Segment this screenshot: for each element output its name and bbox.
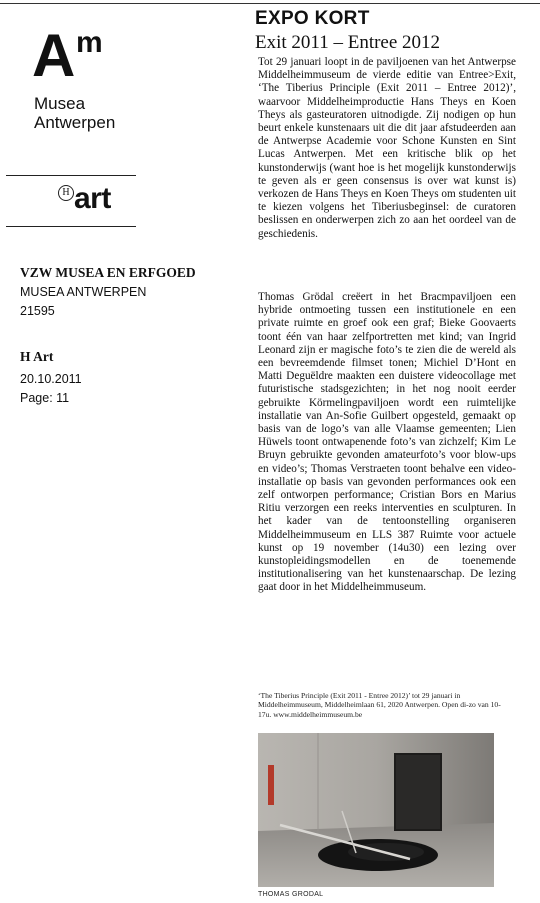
- logo-letter-a: A: [32, 22, 74, 89]
- logo-name-line2: Antwerpen: [34, 113, 116, 132]
- exhibition-photo: [258, 733, 494, 887]
- client-code: 21595: [20, 304, 55, 318]
- publication-name: H Art: [20, 349, 54, 364]
- installation-photo-image: [258, 733, 494, 887]
- page-number: Page: 11: [20, 391, 70, 405]
- clipping-sidebar: [0, 0, 240, 903]
- article-paragraph-2: Thomas Grödal creëert in het Bracmpaviljoen een hybride ontmoeting tussen een institutionele en een private ruimte en groef ook een graf; Bieke Goovaerts toont één van haar zelfportretten met kind; van Ingrid Leonard zijn er magische foto’s te zien die de wereld als een bevreemdende filmset tonen; Michiel D’Hont en Matti Deguëldre maakten een duistere videocollage met futuristische stadsgezichten; in het nog nooit eerder gebruikte Körmelingpaviljoen wordt een ruimtelijke installatie van An-Sofie Guilbert opgesteld, gemaakt op basis van de logo’s van alle Vlaamse gemeenten; Lien Hüwels toont ontwapenende foto’s van zichzelf; Kim Le Bruyn gebruikte gevonden amateurfoto’s voor blow-ups en video’s; Thomas Verstraeten toont behalve een video-installatie op basis van gevonden performances ook een zelf ontworpen performance; Cristian Bors en Marius Ritiu verzorgen een reeks interventies en sculpturen. In het kader van de tentoonstelling organiseren Middelheimmuseum en LLS 387 Ruimte voor actuele kunst op 19 november (14u30) een lezing over kunstopleidingsmodellen en de toenemende institutionalisering van het kunstenaarschap. De lezing gaat door in het Middelheimmuseum.: [258, 291, 516, 594]
- hart-publication-logo: [6, 175, 136, 227]
- article-paragraph-1: Tot 29 januari loopt in de paviljoenen van het Antwerpse Middelheimmuseum de vierde editie van Entree>Exit, ‘The Tiberius Principle (Exit 2011 – Entree 2012)’, waarvoor Middelheimproductie Hans Theys en Koen Theys als gasteuratoren uitnodigde. Zij nodigen op hun beurt enkele kunstenaars uit die dit jaar afstudeerden aan de Antwerpse Academie voor Schone Kunsten en Sint Lucas Antwerpen. Met een kritische blik op het kunstonderwijs (want hoe is het mogelijk kunstonderwijs te geven als er geen consensus is over wat kunst is) verkozen de Hans Theys en Koen Theys om studenten uit te kiezen volgens het Tiberiusbeginsel: de curatoren beslissen en onderwerpen zich zo aan het oordeel van de geschiedenis.: [258, 56, 516, 240]
- article-title: Exit 2011 – Entree 2012: [255, 32, 441, 53]
- photo-credit: THOMAS GRODAL: [258, 891, 324, 898]
- logo-letter-m: m: [76, 26, 103, 59]
- logo-name-line1: Musea: [34, 94, 86, 113]
- musea-antwerpen-logo: [32, 22, 162, 136]
- publication-date: 20.10.2011: [20, 372, 82, 386]
- hart-circle-mark: H: [58, 185, 74, 201]
- exhibition-caption: ‘The Tiberius Principle (Exit 2011 - Entree 2012)’ tot 29 januari in Middelheimmuseum, Middelheimlaan 61, 2020 Antwerpen. Open di-zo van 10-17u. www.middelheimmuseum.be: [258, 691, 501, 719]
- publisher-name: VZW MUSEA EN ERFGOED: [20, 265, 196, 280]
- hart-logo-text: art: [74, 182, 111, 215]
- article-kicker: EXPO KORT: [255, 8, 370, 29]
- client-name: MUSEA ANTWERPEN: [20, 285, 147, 299]
